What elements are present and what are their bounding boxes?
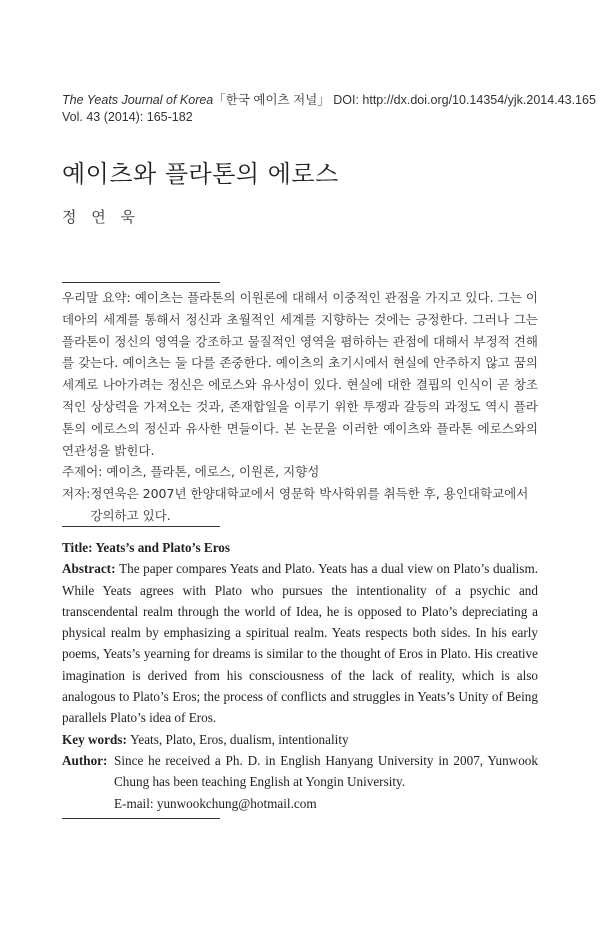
korean-abstract-label: 우리말 요약: (62, 290, 135, 305)
english-abstract-label: Abstract: (62, 561, 120, 577)
korean-keywords-label: 주제어: (62, 464, 107, 480)
english-abstract (62, 558, 538, 728)
english-author-value (114, 750, 538, 814)
korean-abstract-block (62, 287, 538, 527)
english-author-text: Since he received a Ph. D. in English Hanyang University in 2007, Yunwook Chung has been teaching English at Yongin University. (114, 752, 538, 790)
english-abstract-block (62, 537, 538, 814)
journal-name: The Yeats Journal of Korea (62, 93, 214, 107)
author-name: 정 연 욱 (62, 208, 141, 226)
korean-author-value: 정연욱은 2007년 한양대학교에서 영문학 박사학위를 취득한 후, 용인대학교에서 강의하고 있다. (90, 486, 529, 523)
english-author-info (62, 750, 538, 814)
korean-keywords (62, 461, 538, 483)
journal-header (62, 92, 596, 126)
english-keywords-value: Yeats, Plato, Eros, dualism, intentionality (130, 731, 349, 747)
english-abstract-text: The paper compares Yeats and Plato. Yeats has a dual view on Plato’s dualism. While Yeats agrees with Plato who pursues the intentionality of a psychic and transcendental realm through the world of Idea, he is opposed to Plato’s depreciating a physical realm by emphasizing a spiritual realm. Yeats respects both sides. In his early poems, Yeats’s yearning for dreams is similar to the thought of Eros in Plato. His creative imagination is derived from his consciousness of the lack of reality, which is also analogous to Plato’s Eros; the process of conflicts and struggles in Yeats’s Unity of Being parallels Plato’s idea of Eros. (62, 561, 538, 726)
english-title-value: Yeats’s and Plato’s Eros (95, 540, 231, 555)
divider-bottom (62, 818, 220, 819)
korean-author-label: 저자: (62, 486, 91, 502)
divider-top (62, 282, 220, 283)
paper-title: 예이츠와 플라톤의 에로스 (62, 160, 339, 188)
english-keywords (62, 729, 538, 750)
korean-keywords-value: 예이츠, 플라톤, 에로스, 이원론, 지향성 (106, 464, 320, 480)
english-keywords-label: Key words: (62, 731, 131, 747)
journal-korean-name: 「한국 예이츠 저널」 (213, 93, 330, 107)
english-author-email: E-mail: yunwookchung@hotmail.com (114, 795, 317, 811)
divider-middle (62, 526, 220, 527)
korean-author-info (62, 483, 538, 527)
english-author-label: Author: (62, 752, 108, 768)
journal-doi: DOI: http://dx.doi.org/10.14354/yjk.2014.43.165 (333, 93, 596, 107)
korean-abstract-text: 예이츠는 플라톤의 이원론에 대해서 이중적인 관점을 가지고 있다. 그는 이데아의 세계를 통해서 정신과 초월적인 세계를 지향하는 것에는 긍정한다. 그러나 그는 플라톤이 정신의 영역을 강조하고 물질적인 영역을 폄하하는 관점에 대해서 부정적 견해를 갖는다. 예이츠는 둘 다를 존중한다. 예이츠의 초기시에서 현실에 안주하지 않고 꿈의 세계로 나아가려는 정신은 에로스와 유사성이 있다. 현실에 대한 결핍의 인식이 곧 창조적인 상상력을 가져오는 것과, 존재합일을 이루기 위한 투쟁과 갈등의 과정도 역시 플라톤의 에로스의 정신과 유사한 면들이다. 본 논문을 이러한 예이츠와 플라톤 에로스와의 연관성을 밝힌다. (62, 290, 538, 458)
english-title-label: Title: (62, 540, 96, 555)
english-title (62, 537, 538, 558)
journal-citation-line (62, 92, 596, 109)
journal-volume: Vol. 43 (2014): 165-182 (62, 110, 193, 124)
korean-abstract (62, 287, 538, 461)
